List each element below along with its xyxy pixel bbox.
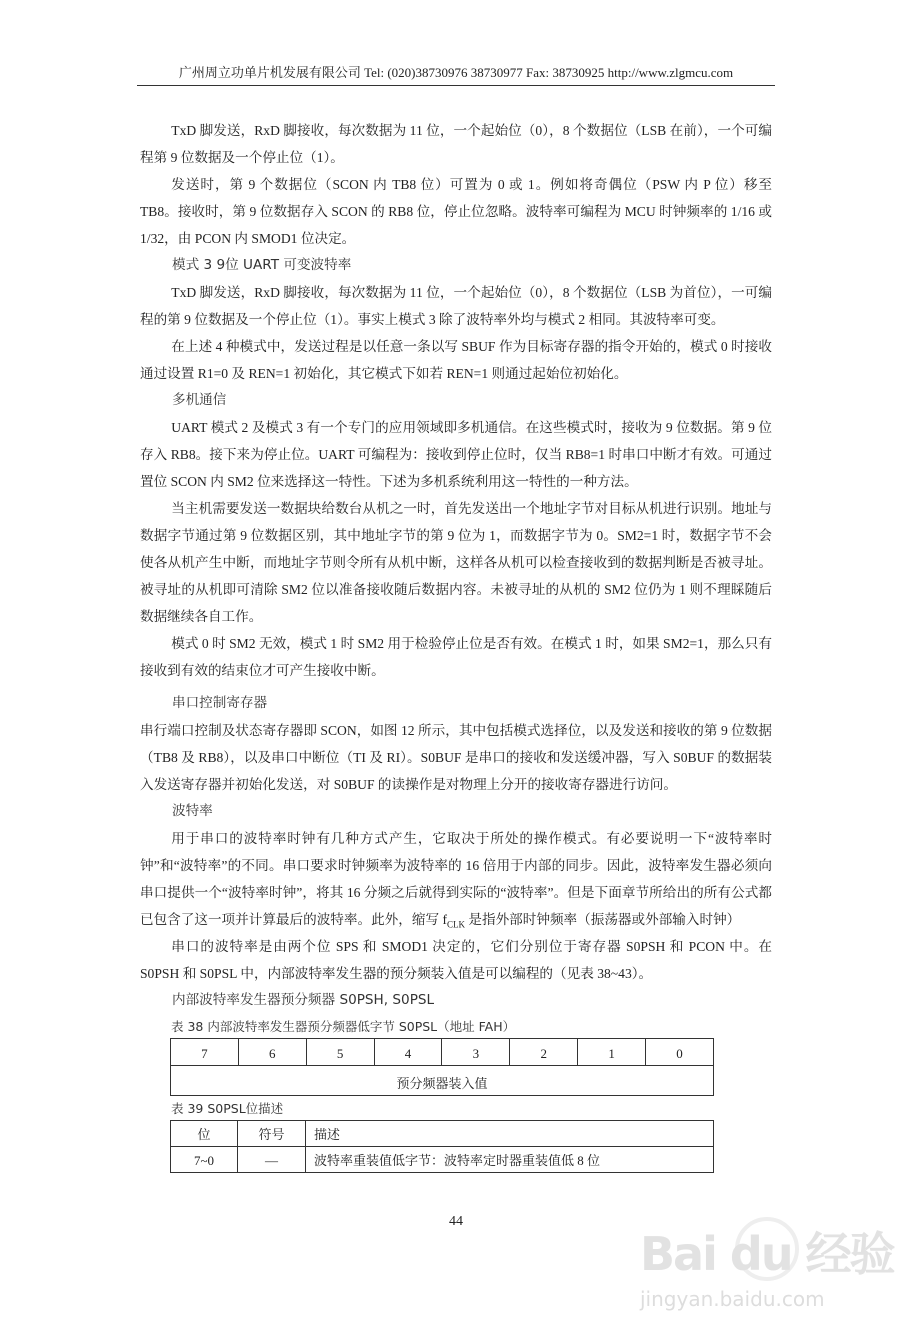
register-table (170, 1038, 714, 1096)
bit-cell: 4 (374, 1039, 442, 1066)
bit-cell: 5 (306, 1039, 374, 1066)
header-rule (137, 85, 775, 86)
paragraph: 发送时，第 9 个数据位（SCON 内 TB8 位）可置为 0 或 1。例如将奇偶位（PSW 内 P 位）移至 TB8。接收时，第 9 位数据存入 SCON 的 RB8 位，停止位忽略。波特率可编程为 MCU 时钟频率的 1/16 或 1/32，由 PCON 内 SMOD1 位决定。 (140, 177, 772, 246)
table-header-row (171, 1121, 714, 1147)
section-heading: 模式 3 9位 UART 可变波特率 (172, 257, 352, 273)
watermark-url: jingyan.baidu.com (640, 1287, 825, 1311)
cell: 波特率重装值低字节：波特率定时器重装值低 8 位 (306, 1147, 714, 1173)
field-cell: 预分频器装入值 (171, 1066, 714, 1096)
table-caption: 表 38 内部波特率发生器预分频器低字节 S0PSL（地址 FAH） (171, 1019, 516, 1034)
section-heading: 多机通信 (172, 392, 227, 408)
bit-cell: 6 (238, 1039, 306, 1066)
bit-cell: 0 (646, 1039, 714, 1066)
header-cell: 符号 (238, 1121, 306, 1147)
paragraph: 模式 0 时 SM2 无效，模式 1 时 SM2 用于检验停止位是否有效。在模式 1 时，如果 SM2=1，那么只有接收到有效的结束位才可产生接收中断。 (140, 636, 772, 678)
page-header: 广州周立功单片机发展有限公司 Tel: (020)38730976 38730977 Fax: 38730925 http://www.zlgmcu.com (178, 65, 734, 80)
paragraph: TxD 脚发送，RxD 脚接收，每次数据为 11 位，一个起始位（0），8 个数据位（LSB 为首位），一可编程的第 9 位数据及一个停止位（1）。事实上模式 3 除了波特率外均与模式 2 相同。其波特率可变。 (140, 285, 772, 327)
subscript: CLK (447, 919, 465, 930)
header-cell: 位 (171, 1121, 238, 1147)
page-footer (140, 1203, 894, 1333)
bit-cell: 3 (442, 1039, 510, 1066)
header-cell: 描述 (306, 1121, 714, 1147)
paragraph: 当主机需要发送一数据块给数台从机之一时，首先发送出一个地址字节对目标从机进行识别。地址与数据字节通过第 9 位数据区别，其中地址字节的第 9 位为 1，而数据字节为 0。SM2=1 时，数据字节不会使各从机产生中断，而地址字节则令所有从机中断，这样各从机可以检查接收到的数据判断是否被寻址。被寻址的从机即可清除 SM2 位以准备接收随后数据内容。未被寻址的从机的 SM2 位仍为 1 则不理睬随后数据继续各自工作。 (140, 501, 772, 624)
text: 用于串口的波特率时钟有几种方式产生，它取决于所处的操作模式。有必要说明一下“波特率时钟”和“波特率”的不同。串口要求时钟频率为波特率的 16 倍用于内部的同步。因此，波特率发生器必须向串口提供一个“波特率时钟”，将其 16 分频之后就得到实际的“波特率”。但是下面章节所给出的所有公式都已包含了这一项并计算最后的波特率。此外，缩写 f (140, 831, 772, 927)
table-row (171, 1147, 714, 1173)
cell: 7~0 (171, 1147, 238, 1173)
text: 是指外部时钟频率（振荡器或外部输入时钟） (465, 912, 741, 927)
paragraph: 串行端口控制及状态寄存器即 SCON，如图 12 所示，其中包括模式选择位，以及发送和接收的第 9 位数据（TB8 及 RB8），以及串口中断位（TI 及 RI）。S0BUF 是串口的接收和发送缓冲器，写入 S0BUF 的数据装入发送寄存器并初始化发送，对 S0BUF 的读操作是对物理上分开的接收寄存器进行访问。 (140, 723, 772, 792)
section-heading: 内部波特率发生器预分频器 S0PSH, S0PSL (172, 992, 435, 1008)
section-heading: 波特率 (172, 803, 213, 819)
page-number: 44 (449, 1214, 463, 1229)
bit-cell: 1 (578, 1039, 646, 1066)
paragraph: 串口的波特率是由两个位 SPS 和 SMOD1 决定的，它们分别位于寄存器 S0PSH 和 PCON 中。在 S0PSH 和 S0PSL 中，内部波特率发生器的预分频装入值是可以编程的（见表 38~43）。 (140, 939, 772, 981)
paragraph: 在上述 4 种模式中，发送过程是以任意一条以写 SBUF 作为目标寄存器的指令开始的，模式 0 时接收通过设置 R1=0 及 REN=1 初始化，其它模式下如若 REN=1 则通过起始位初始化。 (140, 339, 772, 381)
paragraph: UART 模式 2 及模式 3 有一个专门的应用领域即多机通信。在这些模式时，接收为 9 位数据。第 9 位存入 RB8。接下来为停止位。UART 可编程为：接收到停止位时，仅当 RB8=1 时串口中断才有效。可通过置位 SCON 内 SM2 位来选择这一特性。下述为多机系统利用这一特性的一种方法。 (140, 420, 772, 489)
cell: — (238, 1147, 306, 1173)
paragraph (140, 825, 772, 933)
bit-cell: 2 (510, 1039, 578, 1066)
watermark-logo: Bai du 经验 (640, 1227, 894, 1281)
baidu-watermark (640, 1223, 894, 1333)
table-caption: 表 39 S0PSL位描述 (171, 1101, 284, 1116)
bit-description-table (170, 1120, 714, 1173)
page-content (140, 117, 894, 1333)
bit-cell: 7 (171, 1039, 239, 1066)
section-heading: 串口控制寄存器 (172, 695, 268, 711)
paragraph: TxD 脚发送，RxD 脚接收，每次数据为 11 位，一个起始位（0），8 个数据位（LSB 在前），一个可编程第 9 位数据及一个停止位（1）。 (140, 123, 772, 165)
